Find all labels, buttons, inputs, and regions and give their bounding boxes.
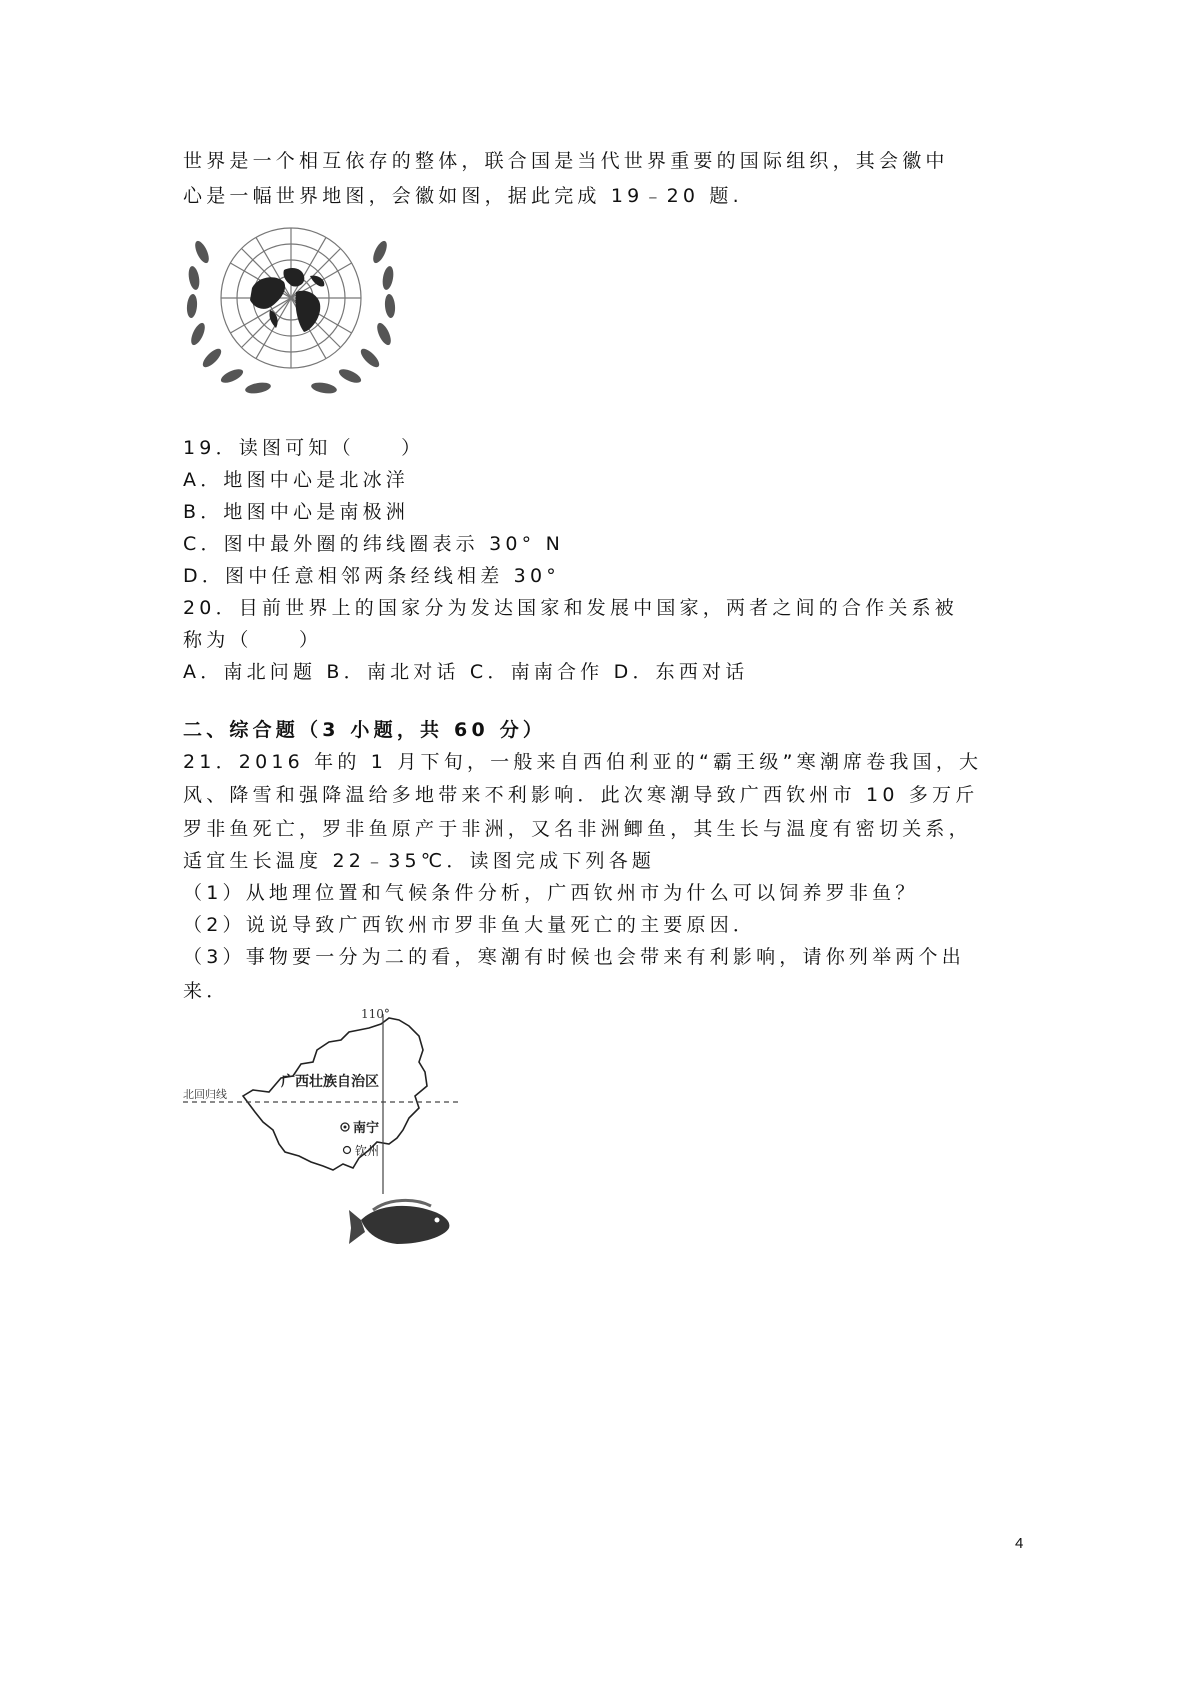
q20-stem-line-1: 20．目前世界上的国家分为发达国家和发展中国家，两者之间的合作关系被 (183, 597, 958, 619)
q21-stem-line-2: 风、降雪和强降温给多地带来不利影响．此次寒潮导致广西钦州市 10 多万斤 (183, 784, 979, 806)
guangxi-outline (243, 1018, 427, 1170)
qinzhou-label: 钦州 (355, 1144, 380, 1158)
q21-stem-line-4: 适宜生长温度 22﹣35℃．读图完成下列各题 (183, 850, 656, 872)
q20-options: A．南北问题 B．南北对话 C．南南合作 D．东西对话 (183, 661, 749, 683)
tilapia-fish-icon (349, 1200, 449, 1244)
q19-option-a: A．地图中心是北冰洋 (183, 469, 409, 491)
meridian-label: 110° (361, 1007, 390, 1021)
intro-line-1: 世界是一个相互依存的整体，联合国是当代世界重要的国际组织，其会徽中 (183, 150, 949, 172)
q19-option-c: C．图中最外圈的纬线圈表示 30° N (183, 533, 565, 555)
q20-stem-line-2: 称为（ ） (183, 629, 323, 651)
q21-sub-3-line-1: （3）事物要一分为二的看，寒潮有时候也会带来有利影响，请你列举两个出 (183, 946, 965, 968)
q21-stem-line-1: 21．2016 年的 1 月下旬，一般来自西伯利亚的“霸王级”寒潮席卷我国，大 (183, 751, 983, 773)
q19-option-b: B．地图中心是南极洲 (183, 501, 410, 523)
guangxi-map-image (183, 1006, 458, 1250)
region-label: 广西壮族自治区 (281, 1074, 379, 1090)
qinzhou-marker (344, 1147, 351, 1154)
section2-heading: 二、综合题（3 小题，共 60 分） (183, 719, 547, 741)
tropic-label: 北回归线 (183, 1088, 227, 1101)
emblem-graticule (221, 228, 361, 368)
q21-sub-3-line-2: 来． (183, 980, 230, 1002)
q19-option-d: D．图中任意相邻两条经线相差 30° (183, 565, 560, 587)
intro-line-2: 心是一幅世界地图，会徽如图，据此完成 19﹣20 题. (183, 185, 743, 207)
q21-sub-2: （2）说说导致广西钦州市罗非鱼大量死亡的主要原因． (183, 914, 757, 936)
q21-sub-1: （1）从地理位置和气候条件分析，广西钦州市为什么可以饲养罗非鱼？ (183, 882, 919, 904)
page-number: 4 (1015, 1535, 1024, 1552)
q21-stem-line-3: 罗非鱼死亡，罗非鱼原产于非洲，又名非洲鲫鱼，其生长与温度有密切关系， (183, 818, 972, 840)
un-emblem-image (180, 212, 402, 402)
q19-stem: 19．读图可知（ ） (183, 437, 425, 459)
nanning-label: 南宁 (353, 1121, 380, 1136)
